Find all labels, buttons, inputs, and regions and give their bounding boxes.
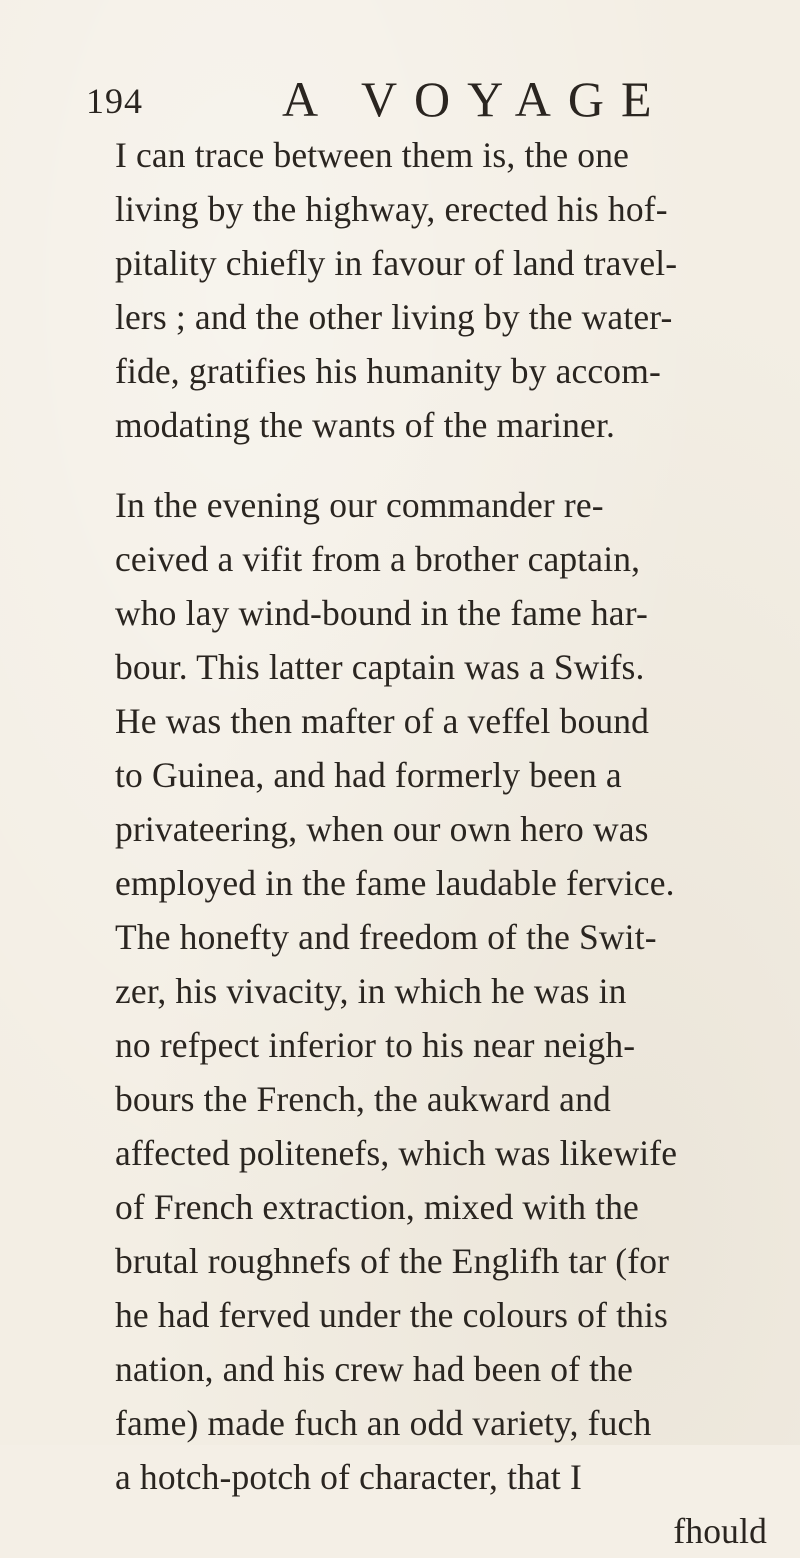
text-line: a hotch-potch of character, that I [115,1457,582,1497]
text-line: I can trace between them is, the one [115,135,629,175]
text-line: zer, his vivacity, in which he was in [115,971,627,1011]
text-line: lers ; and the other living by the water- [115,297,673,337]
text-line: fame) made fuch an odd variety, fuch [115,1403,652,1443]
text-line: no refpect inferior to his near neigh- [115,1025,636,1065]
text-line: to Guinea, and had formerly been a [115,755,622,795]
text-line: modating the wants of the mariner. [115,405,616,445]
text-line: In the evening our commander re- [115,485,604,525]
text-line: nation, and his crew had been of the [115,1349,634,1389]
text-line: privateering, when our own hero was [115,809,649,849]
page-number: 194 [86,81,143,121]
text-line: brutal roughnefs of the Englifh tar (for [115,1241,670,1281]
body-text [115,128,775,1558]
running-head: A VOYAGE [282,71,669,127]
text-line: who lay wind-bound in the fame har- [115,593,648,633]
text-line: ceived a vifit from a brother captain, [115,539,641,579]
text-line: bour. This latter captain was a Swifs. [115,647,645,687]
paragraph-2 [115,478,775,1504]
text-line: living by the highway, erected his hof- [115,189,668,229]
catchword: fhould [673,1511,767,1551]
text-line: The honefty and freedom of the Swit- [115,917,657,957]
text-line: bours the French, the aukward and [115,1079,611,1119]
paragraph-1 [115,128,775,452]
text-line: fide, gratifies his humanity by accom- [115,351,661,391]
text-line: affected politenefs, which was likewife [115,1133,678,1173]
text-line: of French extraction, mixed with the [115,1187,639,1227]
page-header [86,70,726,130]
text-line: He was then mafter of a veffel bound [115,701,650,741]
text-line: pitality chiefly in favour of land travel- [115,243,678,283]
text-line: he had ferved under the colours of this [115,1295,668,1335]
paragraph-gap [115,452,775,478]
text-line: employed in the fame laudable fervice. [115,863,675,903]
